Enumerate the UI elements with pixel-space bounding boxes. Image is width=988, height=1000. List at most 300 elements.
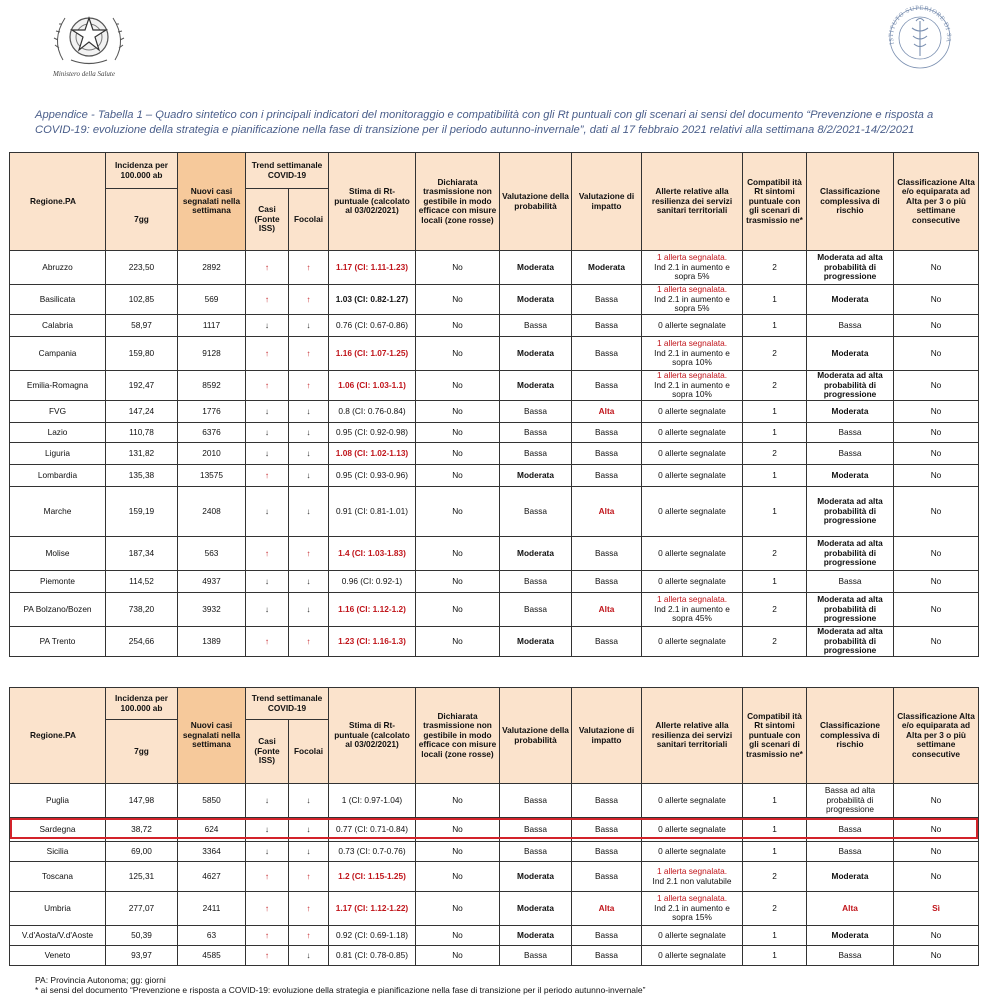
arrow-up-icon: ↑ — [246, 892, 289, 926]
arrow-up-icon: ↑ — [246, 285, 289, 315]
declared-cell: No — [416, 315, 500, 337]
incidence-cell: 125,31 — [106, 862, 178, 892]
classification-cell: Moderata — [807, 465, 894, 487]
high-class-cell: No — [894, 842, 979, 862]
alerts-cell — [642, 842, 743, 862]
alert-count: 1 allerta segnalata. — [656, 338, 728, 349]
rt-cell: 0.77 (CI: 0.71-0.84) — [329, 818, 416, 842]
table-row — [10, 443, 979, 465]
col-new-cases: Nuovi casi segnalati nella settimana — [178, 688, 246, 784]
rt-cell: 0.95 (CI: 0.92-0.98) — [329, 423, 416, 443]
alert-detail: 0 allerte segnalate — [658, 547, 726, 558]
col-trend-cases: Casi (Fonte ISS) — [246, 720, 289, 784]
incidence-cell: 93,97 — [106, 946, 178, 966]
probability-cell: Bassa — [500, 593, 572, 627]
table-row — [10, 251, 979, 285]
footnote-abbrev: PA: Provincia Autonoma; gg: giorni — [35, 975, 166, 985]
col-trend: Trend settimanale COVID-19 — [246, 688, 329, 720]
col-declared: Dichiarata trasmissione non gestibile in modo efficace con misure locali (zone rosse) — [416, 153, 500, 251]
declared-cell: No — [416, 946, 500, 966]
new-cases-cell: 3364 — [178, 842, 246, 862]
region-cell: Molise — [10, 537, 106, 571]
impact-cell: Bassa — [572, 946, 642, 966]
alerts-cell — [642, 571, 743, 593]
new-cases-cell: 4585 — [178, 946, 246, 966]
probability-cell: Bassa — [500, 315, 572, 337]
incidence-cell: 277,07 — [106, 892, 178, 926]
region-cell: Calabria — [10, 315, 106, 337]
rt-cell: 1.2 (CI: 1.15-1.25) — [329, 862, 416, 892]
scenario-cell: 2 — [743, 251, 807, 285]
arrow-up-icon: ↑ — [246, 251, 289, 285]
rt-cell: 1.17 (CI: 1.11-1.23) — [329, 251, 416, 285]
probability-cell: Bassa — [500, 946, 572, 966]
incidence-cell: 738,20 — [106, 593, 178, 627]
col-incidence-sub: 7gg — [106, 189, 178, 251]
rt-cell: 1.16 (CI: 1.12-1.2) — [329, 593, 416, 627]
rt-cell: 1 (CI: 0.97-1.04) — [329, 784, 416, 818]
col-probability: Valutazione della probabilità — [500, 688, 572, 784]
alert-detail: 0 allerte segnalate — [658, 794, 726, 805]
col-alerts: Allerte relative alla resilienza dei servizi sanitari territoriali — [642, 153, 743, 251]
impact-cell: Alta — [572, 892, 642, 926]
new-cases-cell: 563 — [178, 537, 246, 571]
classification-cell: Bassa — [807, 423, 894, 443]
probability-cell: Bassa — [500, 784, 572, 818]
alert-detail: 0 allerte segnalate — [658, 635, 726, 646]
probability-cell: Bassa — [500, 401, 572, 423]
impact-cell: Bassa — [572, 285, 642, 315]
rt-cell: 0.95 (CI: 0.93-0.96) — [329, 465, 416, 487]
col-classification: Classificazione complessiva di rischio — [807, 153, 894, 251]
high-class-cell: No — [894, 423, 979, 443]
classification-cell: Moderata ad alta probabilità di progressione — [807, 537, 894, 571]
col-impact: Valutazione di impatto — [572, 153, 642, 251]
col-region: Regione.PA — [10, 688, 106, 784]
scenario-cell: 2 — [743, 627, 807, 657]
alerts-cell — [642, 315, 743, 337]
probability-cell: Moderata — [500, 627, 572, 657]
col-incidence: Incidenza per 100.000 ab — [106, 153, 178, 189]
incidence-cell: 159,19 — [106, 487, 178, 537]
declared-cell: No — [416, 784, 500, 818]
high-class-cell: No — [894, 443, 979, 465]
impact-cell: Bassa — [572, 926, 642, 946]
probability-cell: Moderata — [500, 371, 572, 401]
region-cell: Basilicata — [10, 285, 106, 315]
classification-cell: Moderata — [807, 926, 894, 946]
alert-count: 1 allerta segnalata. — [656, 284, 728, 295]
col-new-cases: Nuovi casi segnalati nella settimana — [178, 153, 246, 251]
classification-cell: Moderata ad alta probabilità di progressione — [807, 371, 894, 401]
new-cases-cell: 2411 — [178, 892, 246, 926]
arrow-down-icon: ↓ — [246, 401, 289, 423]
rt-cell: 0.76 (CI: 0.67-0.86) — [329, 315, 416, 337]
new-cases-cell: 1389 — [178, 627, 246, 657]
new-cases-cell: 63 — [178, 926, 246, 946]
declared-cell: No — [416, 892, 500, 926]
alert-detail: Ind 2.1 in aumento e sopra 15% — [654, 902, 730, 923]
high-class-cell: No — [894, 784, 979, 818]
table-row — [10, 946, 979, 966]
declared-cell: No — [416, 401, 500, 423]
scenario-cell: 1 — [743, 784, 807, 818]
scenario-cell: 1 — [743, 465, 807, 487]
alerts-cell — [642, 337, 743, 371]
high-class-cell: No — [894, 401, 979, 423]
rt-cell: 0.8 (CI: 0.76-0.84) — [329, 401, 416, 423]
ministry-logo — [45, 4, 133, 84]
table-row — [10, 285, 979, 315]
new-cases-cell: 3932 — [178, 593, 246, 627]
new-cases-cell: 2408 — [178, 487, 246, 537]
rt-cell: 1.06 (CI: 1.03-1.1) — [329, 371, 416, 401]
table-row — [10, 784, 979, 818]
probability-cell: Moderata — [500, 862, 572, 892]
iss-seal-icon — [880, 4, 958, 74]
region-cell: FVG — [10, 401, 106, 423]
declared-cell: No — [416, 285, 500, 315]
arrow-down-icon: ↓ — [289, 946, 329, 966]
classification-cell: Bassa — [807, 842, 894, 862]
sardegna-highlight-box — [10, 818, 978, 839]
alert-detail: 0 allerte segnalate — [658, 447, 726, 458]
alerts-cell — [642, 892, 743, 926]
table-row — [10, 593, 979, 627]
classification-cell: Moderata ad alta probabilità di progressione — [807, 593, 894, 627]
scenario-cell: 1 — [743, 315, 807, 337]
arrow-down-icon: ↓ — [246, 842, 289, 862]
impact-cell: Bassa — [572, 423, 642, 443]
alert-detail: Ind 2.1 in aumento e sopra 5% — [654, 261, 730, 282]
table-row — [10, 401, 979, 423]
incidence-cell: 69,00 — [106, 842, 178, 862]
probability-cell: Bassa — [500, 423, 572, 443]
table-row — [10, 487, 979, 537]
alert-detail: Ind 2.1 in aumento e sopra 5% — [654, 293, 730, 314]
col-trend-foci: Focolai — [289, 189, 329, 251]
arrow-up-icon: ↑ — [246, 337, 289, 371]
region-cell: Liguria — [10, 443, 106, 465]
arrow-up-icon: ↑ — [289, 285, 329, 315]
new-cases-cell: 8592 — [178, 371, 246, 401]
high-class-cell: No — [894, 946, 979, 966]
arrow-down-icon: ↓ — [289, 842, 329, 862]
scenario-cell: 1 — [743, 423, 807, 443]
arrow-up-icon: ↑ — [289, 537, 329, 571]
incidence-cell: 110,78 — [106, 423, 178, 443]
alert-detail: 0 allerte segnalate — [658, 405, 726, 416]
incidence-cell: 147,98 — [106, 784, 178, 818]
probability-cell: Moderata — [500, 251, 572, 285]
col-incidence-sub: 7gg — [106, 720, 178, 784]
scenario-cell: 2 — [743, 862, 807, 892]
rt-cell: 1.03 (CI: 0.82-1.27) — [329, 285, 416, 315]
alerts-cell — [642, 465, 743, 487]
new-cases-cell: 2010 — [178, 443, 246, 465]
alerts-cell — [642, 627, 743, 657]
incidence-cell: 192,47 — [106, 371, 178, 401]
probability-cell: Moderata — [500, 465, 572, 487]
classification-cell: Bassa — [807, 818, 894, 842]
scenario-cell: 2 — [743, 892, 807, 926]
arrow-down-icon: ↓ — [289, 818, 329, 842]
arrow-up-icon: ↑ — [246, 537, 289, 571]
impact-cell: Bassa — [572, 371, 642, 401]
iss-logo — [880, 4, 958, 74]
rt-cell: 0.91 (CI: 0.81-1.01) — [329, 487, 416, 537]
classification-cell: Bassa — [807, 443, 894, 465]
incidence-cell: 187,34 — [106, 537, 178, 571]
col-rt: Stima di Rt- puntuale (calcolato al 03/02/2021) — [329, 688, 416, 784]
arrow-down-icon: ↓ — [289, 315, 329, 337]
high-class-cell: No — [894, 571, 979, 593]
new-cases-cell: 9128 — [178, 337, 246, 371]
classification-cell: Moderata — [807, 862, 894, 892]
table-row — [10, 892, 979, 926]
probability-cell: Bassa — [500, 818, 572, 842]
table-row — [10, 842, 979, 862]
declared-cell: No — [416, 842, 500, 862]
alerts-cell — [642, 251, 743, 285]
incidence-cell: 38,72 — [106, 818, 178, 842]
arrow-down-icon: ↓ — [289, 571, 329, 593]
col-high: Classificazione Alta e/o equiparata ad Alta per 3 o più settimane consecutive — [894, 153, 979, 251]
arrow-down-icon: ↓ — [289, 593, 329, 627]
high-class-cell: No — [894, 371, 979, 401]
alerts-cell — [642, 784, 743, 818]
classification-cell: Moderata — [807, 337, 894, 371]
arrow-up-icon: ↑ — [289, 371, 329, 401]
col-trend: Trend settimanale COVID-19 — [246, 153, 329, 189]
alert-count: 1 allerta segnalata. — [656, 865, 728, 876]
high-class-cell: No — [894, 251, 979, 285]
declared-cell: No — [416, 571, 500, 593]
high-class-cell: No — [894, 926, 979, 946]
alert-detail: 0 allerte segnalate — [658, 845, 726, 856]
col-impact: Valutazione di impatto — [572, 688, 642, 784]
impact-cell: Bassa — [572, 862, 642, 892]
high-class-cell: No — [894, 487, 979, 537]
impact-cell: Bassa — [572, 842, 642, 862]
table-row — [10, 537, 979, 571]
alert-detail: 0 allerte segnalate — [658, 929, 726, 940]
col-high: Classificazione Alta e/o equiparata ad Alta per 3 o più settimane consecutive — [894, 688, 979, 784]
region-cell: PA Bolzano/Bozen — [10, 593, 106, 627]
classification-cell: Moderata ad alta probabilità di progressione — [807, 487, 894, 537]
new-cases-cell: 624 — [178, 818, 246, 842]
declared-cell: No — [416, 443, 500, 465]
region-cell: Marche — [10, 487, 106, 537]
impact-cell: Alta — [572, 401, 642, 423]
incidence-cell: 114,52 — [106, 571, 178, 593]
arrow-up-icon: ↑ — [246, 371, 289, 401]
classification-cell: Bassa ad alta probabilità di progressione — [807, 784, 894, 818]
arrow-down-icon: ↓ — [289, 401, 329, 423]
alert-detail: 0 allerte segnalate — [658, 575, 726, 586]
impact-cell: Bassa — [572, 337, 642, 371]
classification-cell: Bassa — [807, 946, 894, 966]
region-cell: Lazio — [10, 423, 106, 443]
probability-cell: Moderata — [500, 537, 572, 571]
alert-count: 1 allerta segnalata. — [656, 370, 728, 381]
table-row — [10, 465, 979, 487]
arrow-down-icon: ↓ — [246, 784, 289, 818]
arrow-down-icon: ↓ — [289, 784, 329, 818]
footnote-reference: * ai sensi del documento “Prevenzione e risposta a COVID-19: evoluzione della strategia e pianificazione nella fase di transizione per il periodo autunno-invernale” — [35, 985, 646, 995]
high-class-cell: No — [894, 337, 979, 371]
col-trend-cases: Casi (Fonte ISS) — [246, 189, 289, 251]
arrow-up-icon: ↑ — [246, 627, 289, 657]
probability-cell: Moderata — [500, 337, 572, 371]
high-class-cell: No — [894, 285, 979, 315]
alerts-cell — [642, 423, 743, 443]
declared-cell: No — [416, 251, 500, 285]
arrow-up-icon: ↑ — [289, 251, 329, 285]
declared-cell: No — [416, 337, 500, 371]
arrow-down-icon: ↓ — [246, 443, 289, 465]
monitoring-table-1 — [9, 152, 979, 657]
high-class-cell: No — [894, 537, 979, 571]
high-class-cell: No — [894, 315, 979, 337]
arrow-down-icon: ↓ — [289, 443, 329, 465]
alert-detail: Ind 2.1 in aumento e sopra 10% — [654, 379, 730, 400]
high-class-cell: Sì — [894, 892, 979, 926]
incidence-cell: 147,24 — [106, 401, 178, 423]
arrow-down-icon: ↓ — [289, 423, 329, 443]
classification-cell: Moderata ad alta probabilità di progressione — [807, 251, 894, 285]
arrow-down-icon: ↓ — [289, 465, 329, 487]
col-compat: Compatibil ità Rt sintomi puntuale con gli scenari di trasmissio ne* — [743, 688, 807, 784]
arrow-up-icon: ↑ — [289, 892, 329, 926]
scenario-cell: 2 — [743, 537, 807, 571]
probability-cell: Bassa — [500, 842, 572, 862]
arrow-down-icon: ↓ — [289, 487, 329, 537]
scenario-cell: 1 — [743, 926, 807, 946]
impact-cell: Moderata — [572, 251, 642, 285]
classification-cell: Moderata ad alta probabilità di progressione — [807, 627, 894, 657]
col-classification: Classificazione complessiva di rischio — [807, 688, 894, 784]
probability-cell: Moderata — [500, 892, 572, 926]
new-cases-cell: 13575 — [178, 465, 246, 487]
new-cases-cell: 1117 — [178, 315, 246, 337]
region-cell: Sardegna — [10, 818, 106, 842]
impact-cell: Bassa — [572, 537, 642, 571]
alerts-cell — [642, 487, 743, 537]
arrow-up-icon: ↑ — [246, 862, 289, 892]
rt-cell: 1.4 (CI: 1.03-1.83) — [329, 537, 416, 571]
region-cell: V.d'Aosta/V.d'Aoste — [10, 926, 106, 946]
scenario-cell: 1 — [743, 842, 807, 862]
table-row — [10, 926, 979, 946]
declared-cell: No — [416, 423, 500, 443]
alerts-cell — [642, 371, 743, 401]
declared-cell: No — [416, 818, 500, 842]
incidence-cell: 50,39 — [106, 926, 178, 946]
impact-cell: Bassa — [572, 784, 642, 818]
declared-cell: No — [416, 465, 500, 487]
scenario-cell: 1 — [743, 401, 807, 423]
alert-detail: 0 allerte segnalate — [658, 469, 726, 480]
arrow-up-icon: ↑ — [246, 465, 289, 487]
italian-emblem-icon — [45, 4, 133, 70]
impact-cell: Bassa — [572, 627, 642, 657]
declared-cell: No — [416, 537, 500, 571]
alerts-cell — [642, 593, 743, 627]
region-cell: Piemonte — [10, 571, 106, 593]
rt-cell: 1.08 (CI: 1.02-1.13) — [329, 443, 416, 465]
col-probability: Valutazione della probabilità — [500, 153, 572, 251]
declared-cell: No — [416, 862, 500, 892]
alert-count: 1 allerta segnalata. — [656, 252, 728, 263]
iss-seal-text: ISTITUTO SUPERIORE DI SA — [887, 4, 953, 46]
incidence-cell: 58,97 — [106, 315, 178, 337]
table-row — [10, 315, 979, 337]
alerts-cell — [642, 537, 743, 571]
alert-detail: 0 allerte segnalate — [658, 949, 726, 960]
incidence-cell: 223,50 — [106, 251, 178, 285]
rt-cell: 1.17 (CI: 1.12-1.22) — [329, 892, 416, 926]
alert-detail: Ind 2.1 in aumento e sopra 10% — [654, 347, 730, 368]
col-alerts: Allerte relative alla resilienza dei servizi sanitari territoriali — [642, 688, 743, 784]
rt-cell: 0.73 (CI: 0.7-0.76) — [329, 842, 416, 862]
table-row — [10, 571, 979, 593]
new-cases-cell: 4627 — [178, 862, 246, 892]
region-cell: Lombardia — [10, 465, 106, 487]
alert-detail: 0 allerte segnalate — [658, 823, 726, 834]
scenario-cell: 2 — [743, 371, 807, 401]
impact-cell: Bassa — [572, 465, 642, 487]
incidence-cell: 102,85 — [106, 285, 178, 315]
probability-cell: Moderata — [500, 926, 572, 946]
declared-cell: No — [416, 371, 500, 401]
arrow-down-icon: ↓ — [246, 423, 289, 443]
arrow-down-icon: ↓ — [246, 593, 289, 627]
classification-cell: Moderata — [807, 285, 894, 315]
new-cases-cell: 2892 — [178, 251, 246, 285]
incidence-cell: 135,38 — [106, 465, 178, 487]
region-cell: Sicilia — [10, 842, 106, 862]
incidence-cell: 131,82 — [106, 443, 178, 465]
new-cases-cell: 4937 — [178, 571, 246, 593]
impact-cell: Bassa — [572, 315, 642, 337]
impact-cell: Bassa — [572, 443, 642, 465]
col-region: Regione.PA — [10, 153, 106, 251]
rt-cell: 0.81 (CI: 0.78-0.85) — [329, 946, 416, 966]
declared-cell: No — [416, 593, 500, 627]
rt-cell: 0.96 (CI: 0.92-1) — [329, 571, 416, 593]
classification-cell: Bassa — [807, 315, 894, 337]
rt-cell: 0.92 (CI: 0.69-1.18) — [329, 926, 416, 946]
scenario-cell: 2 — [743, 593, 807, 627]
probability-cell: Bassa — [500, 487, 572, 537]
impact-cell: Bassa — [572, 818, 642, 842]
alert-detail: 0 allerte segnalate — [658, 505, 726, 516]
alerts-cell — [642, 862, 743, 892]
table-row — [10, 862, 979, 892]
classification-cell: Moderata — [807, 401, 894, 423]
region-cell: PA Trento — [10, 627, 106, 657]
arrow-up-icon: ↑ — [246, 926, 289, 946]
high-class-cell: No — [894, 593, 979, 627]
probability-cell: Moderata — [500, 285, 572, 315]
col-incidence: Incidenza per 100.000 ab — [106, 688, 178, 720]
high-class-cell: No — [894, 627, 979, 657]
table-row — [10, 337, 979, 371]
new-cases-cell: 5850 — [178, 784, 246, 818]
alert-detail: 0 allerte segnalate — [658, 319, 726, 330]
scenario-cell: 1 — [743, 818, 807, 842]
